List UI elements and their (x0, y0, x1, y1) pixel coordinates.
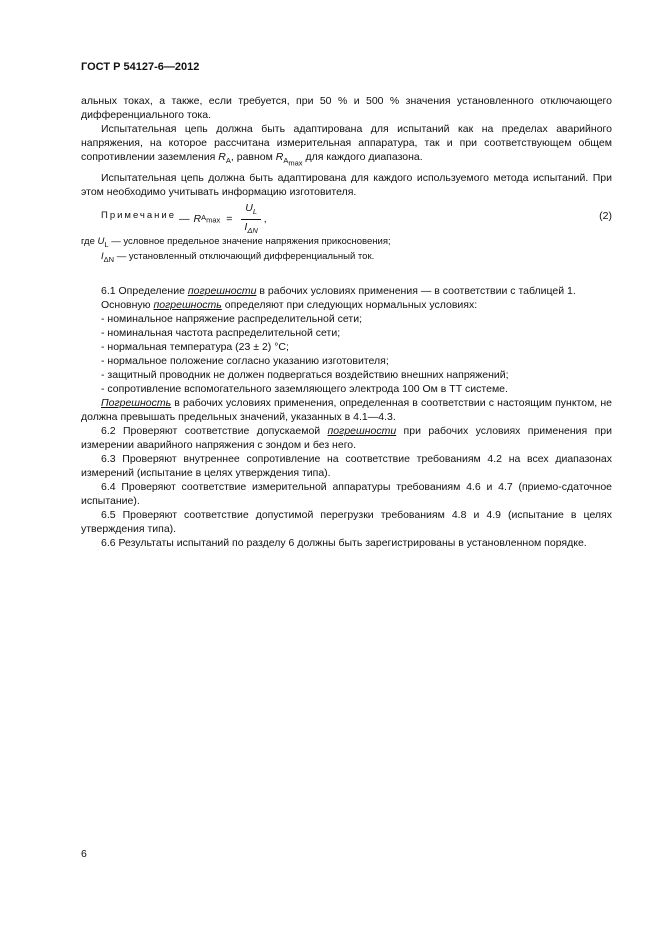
condition-item: - нормальная температура (23 ± 2) °С; (101, 341, 289, 354)
condition-item: - защитный проводник не должен подвергаться воздействию внешних напряжений; (101, 369, 509, 382)
formula-2: — R $A_{max}$ = $\frac{U_L}{I_{\Delta N}}$ , (179, 201, 267, 238)
section-6-6: 6.6 Результаты испытаний по разделу 6 должны быть зарегистрированы в установленном порядке. (101, 537, 587, 550)
page-number: 6 (81, 848, 87, 860)
paragraph-test-circuit-limits: Испытательная цепь должна быть адаптирована для испытаний как на пределах аварийного напряжения, на которое рассчитана измерительная аппаратура, так и при соответствующем общем сопротивлении заземления $R_A$, равном $R_{A_{max}}$ для каждого диапазона. (81, 123, 612, 168)
equation-number: (2) (599, 209, 612, 222)
basic-error-conditions-intro: Основную погрешность определяют при следующих нормальных условиях: (101, 299, 478, 312)
where-U-definition: где $U_L$ — условное предельное значение напряжения прикосновения; (81, 235, 391, 249)
fraction: $\frac{U_L}{I_{\Delta N}}$ (240, 201, 261, 238)
section-6-3: 6.3 Проверяют внутреннее сопротивление на соответствие требованиям 4.2 на всех диапазонах измерений (испытание в целях утверждения типа). (81, 453, 612, 480)
error-limits-paragraph: Погрешность в рабочих условиях применения, определенная в соответствии с настоящим пунктом, не должна превышать предельных значений, указанных в 4.1—4.3. (81, 397, 612, 424)
section-6-4: 6.4 Проверяют соответствие измерительной аппаратуры требованиям 4.6 и 4.7 (приемо-сдаточное испытание). (81, 481, 612, 508)
paragraph-continuation: альных токах, а также, если требуется, при 50 % и 500 % значения установленного отключающего дифференциального тока. (81, 95, 612, 121)
section-6-2: 6.2 Проверяют соответствие допускаемой погрешности при рабочих условиях применения при измерении аварийного напряжения с зондом и без него. (81, 425, 612, 452)
document-header: ГОСТ Р 54127-6—2012 (81, 61, 200, 73)
where-I-definition: $I_{\Delta N}$ — установленный отключающий дифференциальный ток. (101, 251, 375, 265)
page-body (81, 94, 612, 550)
paragraph-test-methods: Испытательная цепь должна быть адаптирована для каждого используемого метода испытаний. При этом необходимо учитывать информацию изготовителя. (81, 171, 612, 198)
note-formula (81, 201, 612, 235)
section-6-1: 6.1 Определение погрешности в рабочих условиях применения — в соответствии с таблицей 1. (101, 285, 576, 298)
condition-item: - сопротивление вспомогательного заземляющего электрода 100 Ом в ТТ системе. (101, 383, 508, 396)
section-6-5: 6.5 Проверяют соответствие допустимой перегрузки требованиям 4.8 и 4.9 (испытание в целях утверждения типа). (81, 509, 612, 536)
condition-item: - номинальное напряжение распределительной сети; (101, 313, 362, 326)
condition-item: - номинальная частота распределительной сети; (101, 327, 341, 340)
note-label: Примечание (101, 209, 176, 221)
condition-item: - нормальное положение согласно указанию изготовителя; (101, 355, 389, 368)
